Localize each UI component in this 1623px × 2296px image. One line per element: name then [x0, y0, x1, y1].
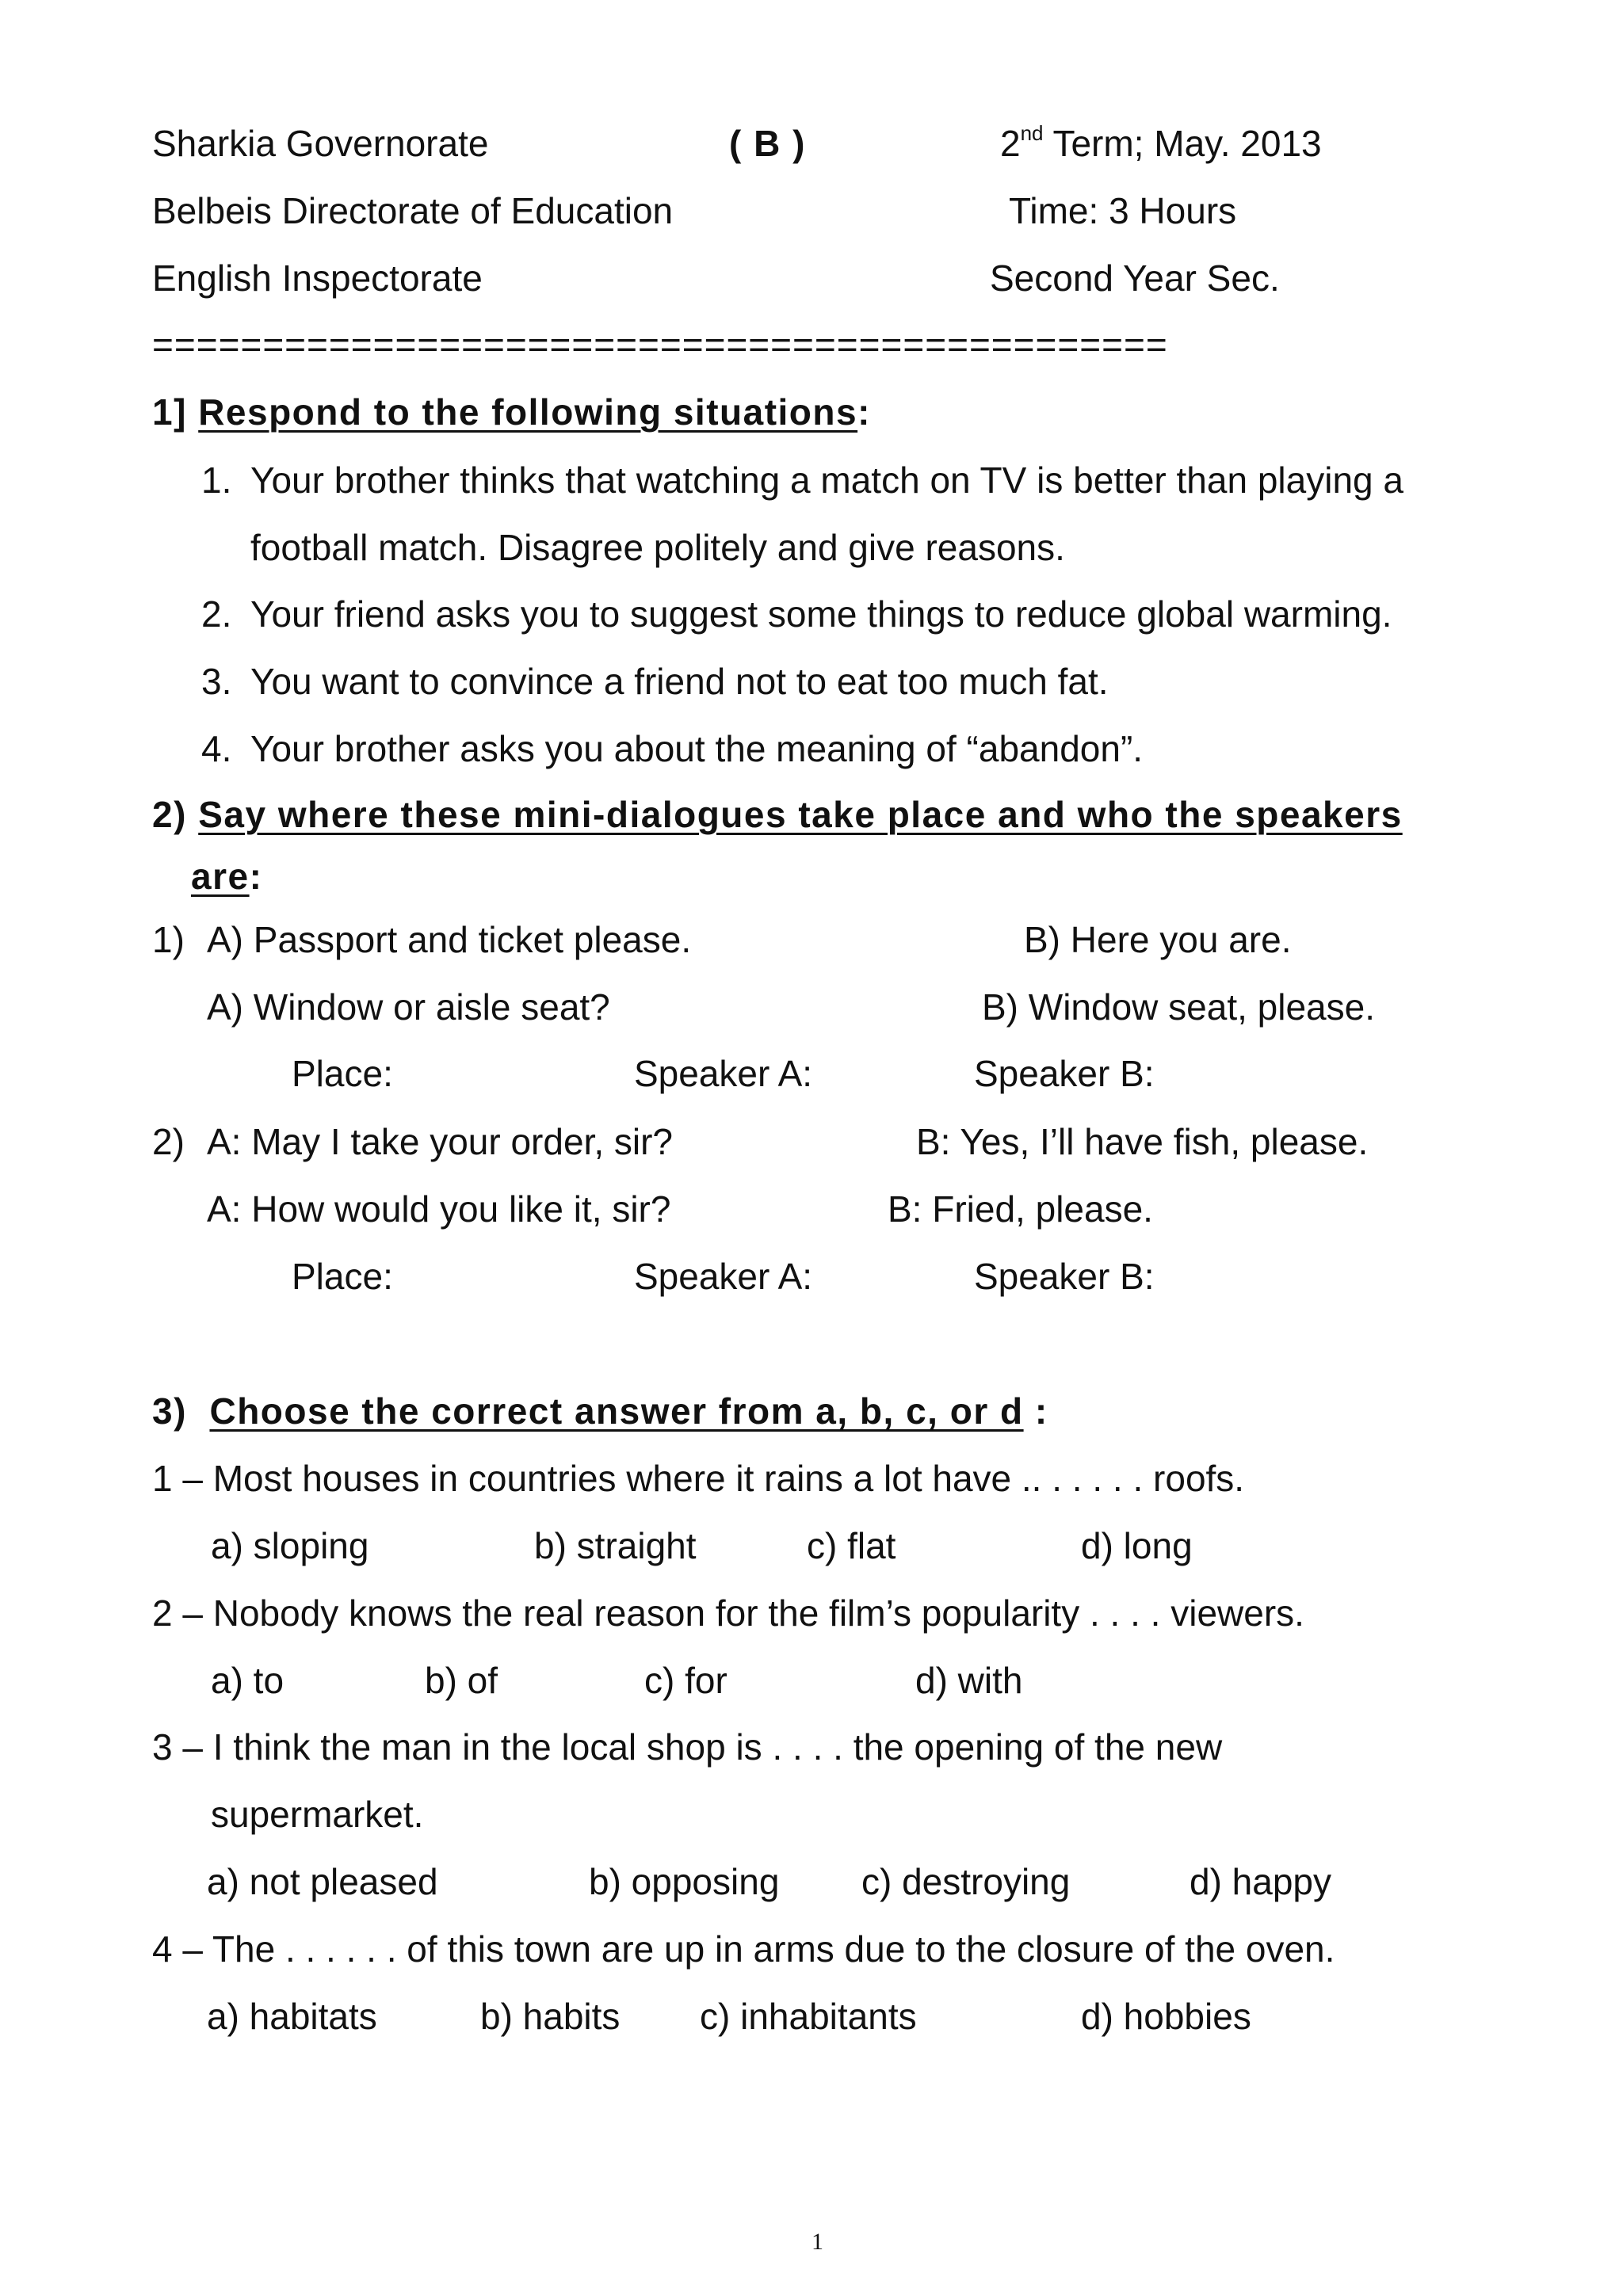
- q2-heading: [152, 796, 1403, 833]
- q1-item-text-continued: football match. Disagree politely and give reasons.: [250, 527, 1065, 568]
- page-number: 1: [812, 2229, 823, 2255]
- q1-item-number: 3.: [201, 661, 232, 702]
- dialogue-line-a: A) Window or aisle seat?: [207, 986, 610, 1028]
- term-text: Term; May. 2013: [1043, 123, 1322, 164]
- dialogue-line-b: B) Window seat, please.: [982, 986, 1376, 1028]
- term-number: 2: [1000, 123, 1021, 164]
- mcq-option-c: c) for: [644, 1660, 727, 1701]
- mcq-option-a: a) not pleased: [207, 1861, 438, 1902]
- q2-title: Say where these mini-dialogues take place and who the speakers: [198, 794, 1403, 835]
- mcq-option-b: b) straight: [534, 1525, 697, 1566]
- speaker-a-label: Speaker A:: [634, 1256, 813, 1297]
- q1-item-text: Your friend asks you to suggest some things to reduce global warming.: [250, 593, 1392, 635]
- dialogue-line-a: A: How would you like it, sir?: [207, 1188, 671, 1230]
- term-label: [1000, 120, 1322, 164]
- mcq-stem-continued: supermarket.: [211, 1794, 424, 1835]
- place-label: Place:: [292, 1256, 393, 1297]
- speaker-a-label: Speaker A:: [634, 1053, 813, 1094]
- q1-title: Respond to the following situations: [198, 391, 858, 433]
- q1-item-text: You want to convince a friend not to eat too much fat.: [250, 661, 1109, 702]
- q1-item-text: Your brother thinks that watching a match on TV is better than playing a: [250, 460, 1403, 501]
- q3-title: Choose the correct answer from a, b, c, or d: [209, 1390, 1024, 1432]
- q1-item-number: 1.: [201, 460, 232, 501]
- grade-label: Second Year Sec.: [990, 257, 1280, 299]
- q1-number: 1]: [152, 391, 187, 433]
- q2-number: 2): [152, 794, 187, 835]
- mcq-option-c: c) inhabitants: [700, 1996, 917, 2037]
- place-label: Place:: [292, 1053, 393, 1094]
- q1-item-number: 4.: [201, 728, 232, 769]
- mcq-option-b: b) habits: [480, 1996, 621, 2037]
- mcq-option-d: d) hobbies: [1081, 1996, 1251, 2037]
- speaker-b-label: Speaker B:: [974, 1256, 1155, 1297]
- q1-heading: [152, 391, 871, 433]
- exam-model-label: ( B ): [729, 123, 806, 164]
- mcq-option-b: b) of: [425, 1660, 498, 1701]
- q3-colon: :: [1034, 1390, 1048, 1432]
- dialogue-line-b: B) Here you are.: [1024, 919, 1292, 960]
- mcq-stem: 2 – Nobody knows the real reason for the film’s popularity . . . . viewers.: [152, 1592, 1304, 1634]
- directorate-label: Belbeis Directorate of Education: [152, 190, 674, 231]
- mcq-option-b: b) opposing: [589, 1861, 780, 1902]
- mcq-stem: 1 – Most houses in countries where it rains a lot have .. . . . . . roofs.: [152, 1458, 1245, 1499]
- dialogue-number: 2): [152, 1121, 185, 1162]
- dialogue-line-a: A: May I take your order, sir?: [207, 1121, 674, 1162]
- mcq-option-a: a) to: [211, 1660, 285, 1701]
- mcq-option-c: c) flat: [807, 1525, 896, 1566]
- mcq-option-a: a) sloping: [211, 1525, 369, 1566]
- mcq-stem: 4 – The . . . . . . of this town are up in arms due to the closure of the oven.: [152, 1928, 1335, 1970]
- mcq-option-a: a) habitats: [207, 1996, 377, 2037]
- dialogue-number: 1): [152, 919, 185, 960]
- dialogue-line-b: B: Fried, please.: [888, 1188, 1153, 1230]
- q2-heading-continued: [191, 856, 263, 897]
- time-label: Time: 3 Hours: [1009, 190, 1237, 231]
- q3-number: 3): [152, 1390, 187, 1432]
- q3-heading: [152, 1390, 1048, 1432]
- q2-colon: :: [249, 856, 263, 897]
- mcq-option-c: c) destroying: [861, 1861, 1071, 1902]
- mcq-stem: 3 – I think the man in the local shop is . . . . the opening of the new: [152, 1726, 1223, 1768]
- q2-title-end: are: [191, 856, 250, 897]
- mcq-option-d: d) happy: [1190, 1861, 1332, 1902]
- governorate-label: Sharkia Governorate: [152, 123, 489, 164]
- mcq-option-d: d) long: [1081, 1525, 1193, 1566]
- q1-item-text: Your brother asks you about the meaning of “abandon”.: [250, 728, 1144, 769]
- dialogue-line-a: A) Passport and ticket please.: [207, 919, 692, 960]
- term-suffix: nd: [1020, 120, 1044, 145]
- dialogue-line-b: B: Yes, I’ll have fish, please.: [916, 1121, 1369, 1162]
- q1-item-number: 2.: [201, 593, 232, 635]
- q1-colon: :: [857, 391, 871, 433]
- inspectorate-label: English Inspectorate: [152, 257, 483, 299]
- speaker-b-label: Speaker B:: [974, 1053, 1155, 1094]
- mcq-option-d: d) with: [915, 1660, 1023, 1701]
- header-divider: ==============================================: [152, 324, 1168, 365]
